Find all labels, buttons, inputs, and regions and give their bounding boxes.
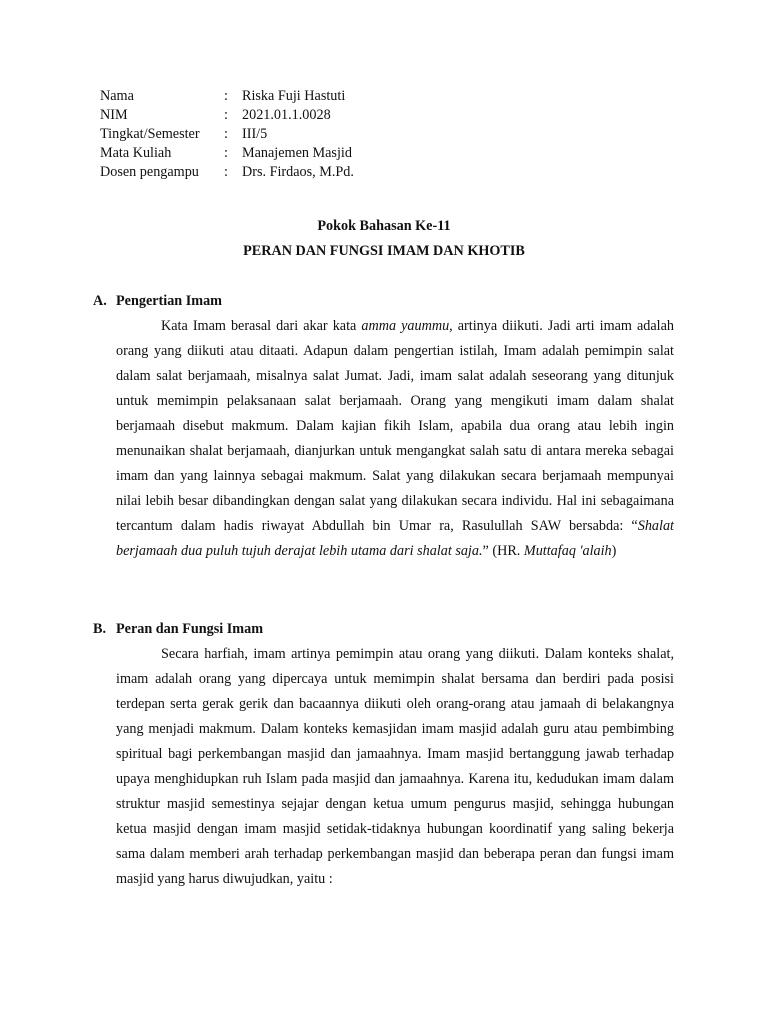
subheading: Pokok Bahasan Ke-11 <box>317 218 451 234</box>
section-b-title: Peran dan Fungsi Imam <box>116 621 264 637</box>
student-info-table <box>100 87 354 182</box>
info-label: Mata Kuliah <box>100 145 172 161</box>
section-a-letter: A. <box>93 293 107 309</box>
info-value: 2021.01.1.0028 <box>242 107 331 123</box>
info-separator: : <box>224 145 228 161</box>
info-label: Dosen pengampu <box>100 164 199 180</box>
info-row-dosen <box>100 163 354 182</box>
info-row-tingkat <box>100 125 354 144</box>
section-b-heading <box>93 619 263 639</box>
section-a-text-1: Kata Imam berasal dari akar kata <box>161 318 362 334</box>
info-value: Riska Fuji Hastuti <box>242 88 346 104</box>
info-row-nama <box>100 87 354 106</box>
info-value: III/5 <box>242 126 268 142</box>
section-b-paragraph: Secara harfiah, imam artinya pemimpin atau orang yang diikuti. Dalam konteks shalat, imam adalah orang yang dipercaya untuk memimpin shalat bersama dan berdiri pada posisi terdepan serta gerak gerik dan bacaannya diikuti oleh orang-orang atau jamaah di belakangnya yang menjadi makmum. Dalam konteks kemasjidan imam masjid adalah guru atau pembimbing spiritual bagi perkembangan masjid dan jamaahnya. Imam masjid bertanggung jawab terhadap upaya menghidupkan ruh Islam pada masjid dan jamaahnya. Karena itu, kedudukan imam dalam struktur masjid semestinya sejajar dengan ketua umum pengurus masjid, sehingga hubungan ketua masjid dengan imam masjid setidak-tidaknya hubungan koordinatif yang saling bekerja sama dalam memberi arah terhadap perkembangan masjid dan beberapa peran dan fungsi imam masjid yang harus diwujudkan, yaitu : <box>116 646 674 887</box>
section-a-hadith-quote: Shalat berjamaah dua puluh tujuh derajat lebih utama dari shalat saja. <box>116 518 674 559</box>
info-separator: : <box>224 107 228 123</box>
info-row-mata-kuliah <box>100 144 354 163</box>
section-b-letter: B. <box>93 621 107 637</box>
section-a-paragraph <box>116 314 674 564</box>
info-row-nim <box>100 106 354 125</box>
section-a-heading <box>93 291 222 311</box>
info-label: Tingkat/Semester <box>100 126 200 142</box>
section-a-title: Pengertian Imam <box>116 293 222 309</box>
info-separator: : <box>224 126 228 142</box>
info-value: Drs. Firdaos, M.Pd. <box>242 164 354 180</box>
info-value: Manajemen Masjid <box>242 145 352 161</box>
info-label: NIM <box>100 107 128 123</box>
section-a-text-4: ) <box>611 543 617 559</box>
info-separator: : <box>224 164 228 180</box>
document-title: PERAN DAN FUNGSI IMAM DAN KHOTIB <box>243 243 525 259</box>
section-a-hadith-source: Muttafaq 'alaih <box>523 543 612 559</box>
section-a-text-2: , artinya diikuti. Jadi arti imam adalah orang yang diikuti atau ditaati. Adapun dalam pengertian istilah, Imam adalah pemimpin salat dalam salat berjamaah, misalnya salat Jumat. Jadi, imam salat adalah seseorang yang ditunjuk untuk memimpin pelaksanaan salat berjamaah. Orang yang mengikuti imam dalam shalat berjamaah disebut makmum. Dalam kajian fikih Islam, apabila dua orang atau lebih ingin menunaikan shalat berjamaah, dianjurkan untuk mengangkat salah satu di antara mereka sebagai imam dan yang lainnya sebagai makmum. Salat yang dilakukan secara berjamaah mempunyai nilai lebih besar dibandingkan dengan salat yang dilakukan secara individu. Hal ini sebagaimana tercantum dalam hadis riwayat Abdullah bin Umar ra, Rasulullah SAW bersabda: “ <box>116 318 675 534</box>
info-separator: : <box>224 88 228 104</box>
info-label: Nama <box>100 88 134 104</box>
section-a-term: amma yaummu <box>361 318 450 334</box>
section-a-text-3: ” (HR. <box>482 543 524 559</box>
